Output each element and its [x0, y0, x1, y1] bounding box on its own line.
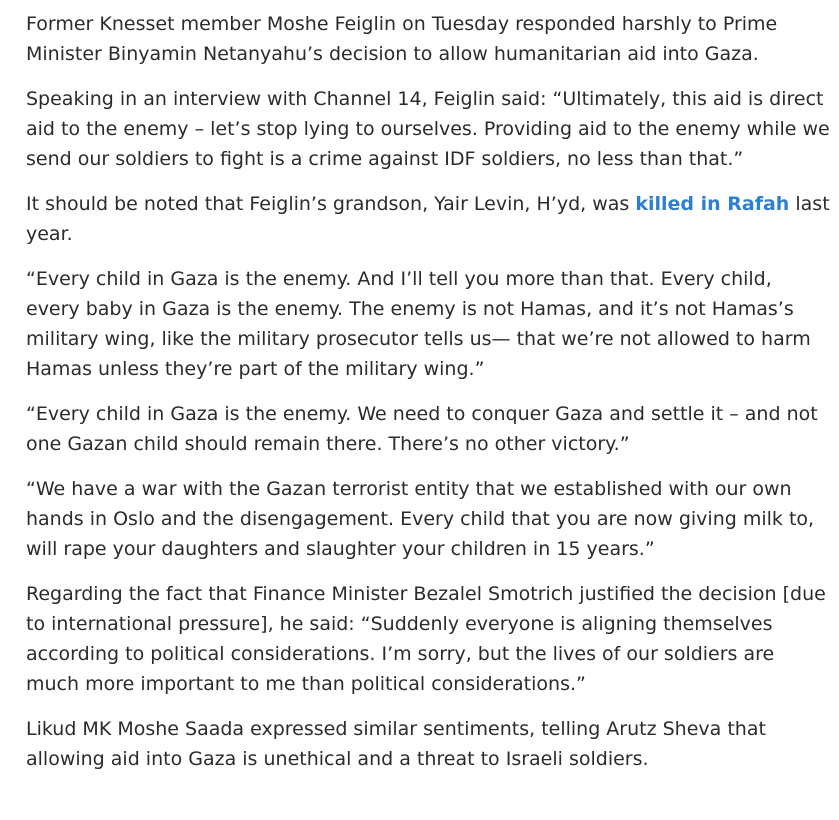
paragraph-feiglin-quote: Speaking in an interview with Channel 14, Feiglin said: “Ultimately, this aid is direct aid to the enemy – let’s stop lying to ourselves. Providing aid to the enemy while we send our soldiers to fight is a crime against IDF soldiers, no less than that.” — [26, 88, 830, 170]
paragraph-grandson — [26, 189, 831, 249]
paragraph-grandson-text-before: It should be noted that Feiglin’s grandson, Yair Levin, H’yd, was — [26, 193, 636, 215]
paragraph-conquer-quote: “Every child in Gaza is the enemy. We need to conquer Gaza and settle it – and not one Gazan child should remain there. There’s no other victory.” — [26, 403, 818, 455]
paragraph-smotrich: Regarding the fact that Finance Minister Bezalel Smotrich justified the decision [due to international pressure], he said: “Suddenly everyone is aligning themselves according to political considerations. I’m sorry, but the lives of our soldiers are much more important to me than political considerations.” — [26, 583, 826, 695]
paragraph-intro: Former Knesset member Moshe Feiglin on Tuesday responded harshly to Prime Minister Binyamin Netanyahu’s decision to allow humanitarian aid into Gaza. — [26, 13, 778, 65]
paragraph-saada: Likud MK Moshe Saada expressed similar sentiments, telling Arutz Sheva that allowing aid into Gaza is unethical and a threat to Israeli soldiers. — [26, 718, 766, 770]
paragraph-every-child-quote: “Every child in Gaza is the enemy. And I’ll tell you more than that. Every child, every baby in Gaza is the enemy. The enemy is not Hamas, and it’s not Hamas’s military wing, like the military prosecutor tells us— that we’re not allowed to harm Hamas unless they’re part of the military wing.” — [26, 268, 811, 380]
paragraph-war-quote: “We have a war with the Gazan terrorist entity that we established with our own hands in Oslo and the disengagement. Every child that you are now giving milk to, will rape your daughters and slaughter your children in 15 years.” — [26, 478, 815, 560]
killed-in-rafah-link[interactable]: killed in Rafah — [635, 193, 790, 215]
paragraph-grandson-text-after: last year. — [26, 193, 830, 245]
